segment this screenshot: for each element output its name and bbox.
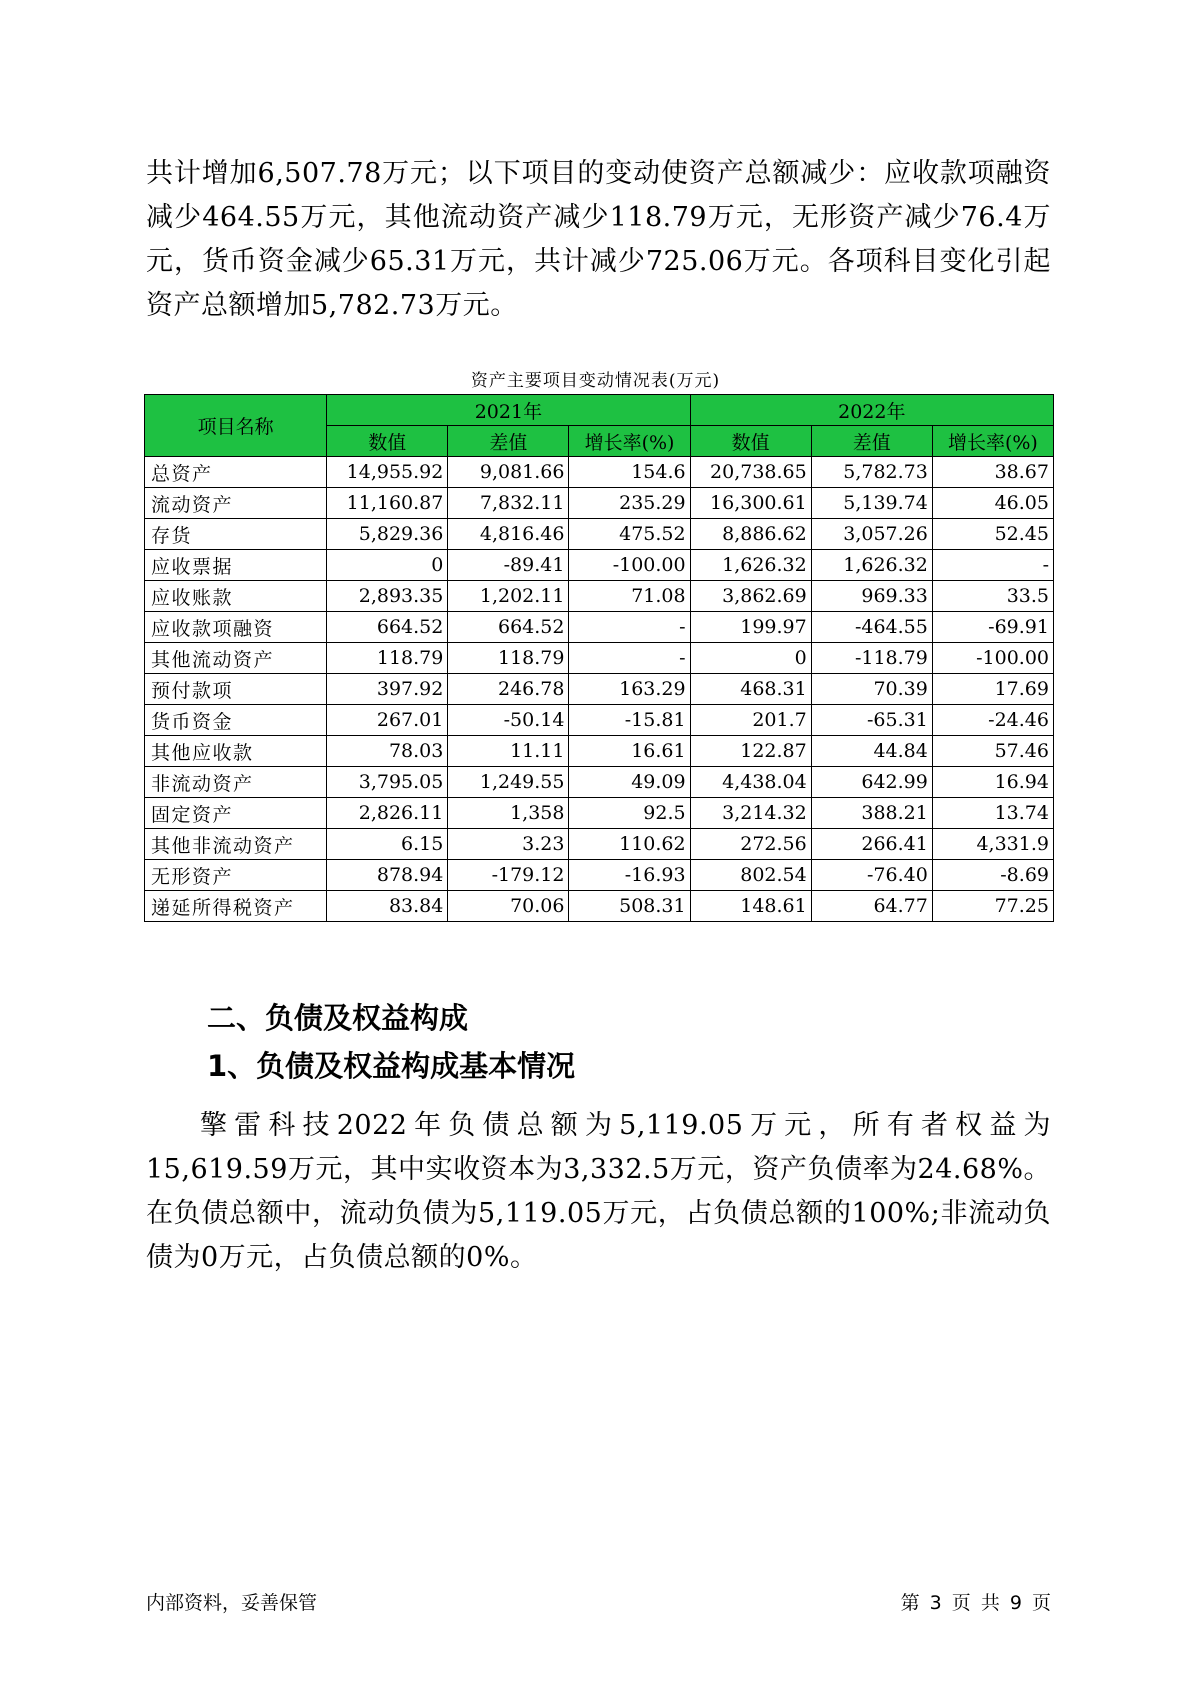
row-item-name: 应收款项融资 xyxy=(145,612,327,643)
row-item-name: 流动资产 xyxy=(145,488,327,519)
table-cell: 118.79 xyxy=(327,643,448,674)
table-cell: 118.79 xyxy=(448,643,569,674)
row-item-name: 其他应收款 xyxy=(145,736,327,767)
table-cell: -118.79 xyxy=(811,643,932,674)
table-cell: 52.45 xyxy=(932,519,1053,550)
table-row xyxy=(145,767,1054,798)
table-cell: -76.40 xyxy=(811,860,932,891)
table-cell: -100.00 xyxy=(932,643,1053,674)
table-cell: 154.6 xyxy=(569,457,690,488)
table-cell: 0 xyxy=(327,550,448,581)
table-cell: 235.29 xyxy=(569,488,690,519)
table-caption: 资产主要项目变动情况表(万元) xyxy=(470,371,721,391)
difference-header: 差值 xyxy=(448,426,569,457)
table-cell: 70.06 xyxy=(448,891,569,922)
table-cell: -69.91 xyxy=(932,612,1053,643)
table-cell: 199.97 xyxy=(690,612,811,643)
table-cell: 33.5 xyxy=(932,581,1053,612)
row-item-name: 存货 xyxy=(145,519,327,550)
table-cell: 201.7 xyxy=(690,705,811,736)
table-cell: 16.61 xyxy=(569,736,690,767)
value-header: 数值 xyxy=(327,426,448,457)
table-cell: 1,202.11 xyxy=(448,581,569,612)
table-cell: - xyxy=(569,612,690,643)
table-row xyxy=(145,550,1054,581)
difference-header: 差值 xyxy=(811,426,932,457)
table-cell: -16.93 xyxy=(569,860,690,891)
table-row xyxy=(145,736,1054,767)
intro-paragraph: 共计增加6,507.78万元；以下项目的变动使资产总额减少：应收款项融资减少464.55万元，其他流动资产减少118.79万元，无形资产减少76.4万元，货币资金减少65.31万元，共计减少725.06万元。各项科目变化引起资产总额增加5,782.73万元。 xyxy=(146,158,1051,321)
table-row xyxy=(145,643,1054,674)
table-row xyxy=(145,674,1054,705)
table-cell: 664.52 xyxy=(448,612,569,643)
subsection-heading: 1、负债及权益构成基本情况 xyxy=(207,1049,576,1083)
table-cell: 664.52 xyxy=(327,612,448,643)
table-cell: 0 xyxy=(690,643,811,674)
table-cell: - xyxy=(932,550,1053,581)
table-cell: 44.84 xyxy=(811,736,932,767)
item-name-header: 项目名称 xyxy=(145,395,327,457)
row-item-name: 预付款项 xyxy=(145,674,327,705)
table-cell: 77.25 xyxy=(932,891,1053,922)
table-cell: 468.31 xyxy=(690,674,811,705)
table-row xyxy=(145,488,1054,519)
table-cell: 4,816.46 xyxy=(448,519,569,550)
table-cell: 163.29 xyxy=(569,674,690,705)
table-cell: 1,626.32 xyxy=(811,550,932,581)
table-cell: 5,782.73 xyxy=(811,457,932,488)
table-cell: 20,738.65 xyxy=(690,457,811,488)
table-row xyxy=(145,519,1054,550)
table-cell: 14,955.92 xyxy=(327,457,448,488)
table-row xyxy=(145,860,1054,891)
row-item-name: 固定资产 xyxy=(145,798,327,829)
table-cell: -65.31 xyxy=(811,705,932,736)
row-item-name: 其他流动资产 xyxy=(145,643,327,674)
row-item-name: 无形资产 xyxy=(145,860,327,891)
table-cell: 4,438.04 xyxy=(690,767,811,798)
table-cell: -24.46 xyxy=(932,705,1053,736)
table-cell: 92.5 xyxy=(569,798,690,829)
table-cell: 8,886.62 xyxy=(690,519,811,550)
table-cell: 13.74 xyxy=(932,798,1053,829)
row-item-name: 递延所得税资产 xyxy=(145,891,327,922)
table-cell: 272.56 xyxy=(690,829,811,860)
table-cell: -179.12 xyxy=(448,860,569,891)
table-cell: 17.69 xyxy=(932,674,1053,705)
table-cell: 969.33 xyxy=(811,581,932,612)
table-cell: 878.94 xyxy=(327,860,448,891)
table-row xyxy=(145,705,1054,736)
table-cell: 78.03 xyxy=(327,736,448,767)
table-cell: 3,795.05 xyxy=(327,767,448,798)
table-cell: 49.09 xyxy=(569,767,690,798)
table-cell: 266.41 xyxy=(811,829,932,860)
footer-confidential-note: 内部资料，妥善保管 xyxy=(146,1592,318,1614)
table-cell: 6.15 xyxy=(327,829,448,860)
table-cell: 11.11 xyxy=(448,736,569,767)
table-cell: 246.78 xyxy=(448,674,569,705)
table-cell: 397.92 xyxy=(327,674,448,705)
table-cell: 38.67 xyxy=(932,457,1053,488)
row-item-name: 货币资金 xyxy=(145,705,327,736)
table-cell: 11,160.87 xyxy=(327,488,448,519)
table-cell: 388.21 xyxy=(811,798,932,829)
table-cell: 475.52 xyxy=(569,519,690,550)
table-cell: 1,626.32 xyxy=(690,550,811,581)
table-cell: 83.84 xyxy=(327,891,448,922)
table-cell: -50.14 xyxy=(448,705,569,736)
table-cell: -464.55 xyxy=(811,612,932,643)
table-cell: 46.05 xyxy=(932,488,1053,519)
table-cell: 642.99 xyxy=(811,767,932,798)
row-item-name: 总资产 xyxy=(145,457,327,488)
table-cell: 7,832.11 xyxy=(448,488,569,519)
table-cell: 9,081.66 xyxy=(448,457,569,488)
table-cell: 5,139.74 xyxy=(811,488,932,519)
table-cell: 64.77 xyxy=(811,891,932,922)
year-2021-header: 2021年 xyxy=(327,395,690,426)
table-cell: 3,214.32 xyxy=(690,798,811,829)
table-cell: 3,057.26 xyxy=(811,519,932,550)
table-cell: 71.08 xyxy=(569,581,690,612)
table-cell: -8.69 xyxy=(932,860,1053,891)
table-body xyxy=(145,457,1054,922)
growth-rate-header: 增长率(%) xyxy=(932,426,1053,457)
table-row xyxy=(145,581,1054,612)
table-cell: 3.23 xyxy=(448,829,569,860)
row-item-name: 应收票据 xyxy=(145,550,327,581)
table-row xyxy=(145,798,1054,829)
table-cell: 70.39 xyxy=(811,674,932,705)
row-item-name: 非流动资产 xyxy=(145,767,327,798)
table-cell: -89.41 xyxy=(448,550,569,581)
table-cell: 2,893.35 xyxy=(327,581,448,612)
table-cell: 802.54 xyxy=(690,860,811,891)
table-cell: 1,358 xyxy=(448,798,569,829)
table-cell: 110.62 xyxy=(569,829,690,860)
table-cell: -15.81 xyxy=(569,705,690,736)
table-header-row xyxy=(145,395,1054,426)
table-cell: 508.31 xyxy=(569,891,690,922)
table-row xyxy=(145,612,1054,643)
table-cell: 57.46 xyxy=(932,736,1053,767)
table-cell: 122.87 xyxy=(690,736,811,767)
table-cell: 4,331.9 xyxy=(932,829,1053,860)
table-cell: 16,300.61 xyxy=(690,488,811,519)
row-item-name: 应收账款 xyxy=(145,581,327,612)
value-header: 数值 xyxy=(690,426,811,457)
year-2022-header: 2022年 xyxy=(690,395,1053,426)
table-cell: 2,826.11 xyxy=(327,798,448,829)
row-item-name: 其他非流动资产 xyxy=(145,829,327,860)
asset-change-table xyxy=(144,394,1054,922)
page-number: 第 3 页 共 9 页 xyxy=(900,1592,1051,1614)
table-row xyxy=(145,891,1054,922)
table-cell: - xyxy=(569,643,690,674)
table-cell: 16.94 xyxy=(932,767,1053,798)
table-cell: 5,829.36 xyxy=(327,519,448,550)
growth-rate-header: 增长率(%) xyxy=(569,426,690,457)
body-paragraph: 擎雷科技2022年负债总额为5,119.05万元，所有者权益为15,619.59万元，其中实收资本为3,332.5万元，资产负债率为24.68%。在负债总额中，流动负债为5,119.05万元，占负债总额的100%;非流动负债为0万元，占负债总额的0%。 xyxy=(146,1110,1051,1273)
table-row xyxy=(145,829,1054,860)
table-cell: 267.01 xyxy=(327,705,448,736)
table-cell: 1,249.55 xyxy=(448,767,569,798)
section-heading: 二、负债及权益构成 xyxy=(207,1001,469,1035)
table-row xyxy=(145,457,1054,488)
table-cell: -100.00 xyxy=(569,550,690,581)
table-cell: 3,862.69 xyxy=(690,581,811,612)
table-cell: 148.61 xyxy=(690,891,811,922)
